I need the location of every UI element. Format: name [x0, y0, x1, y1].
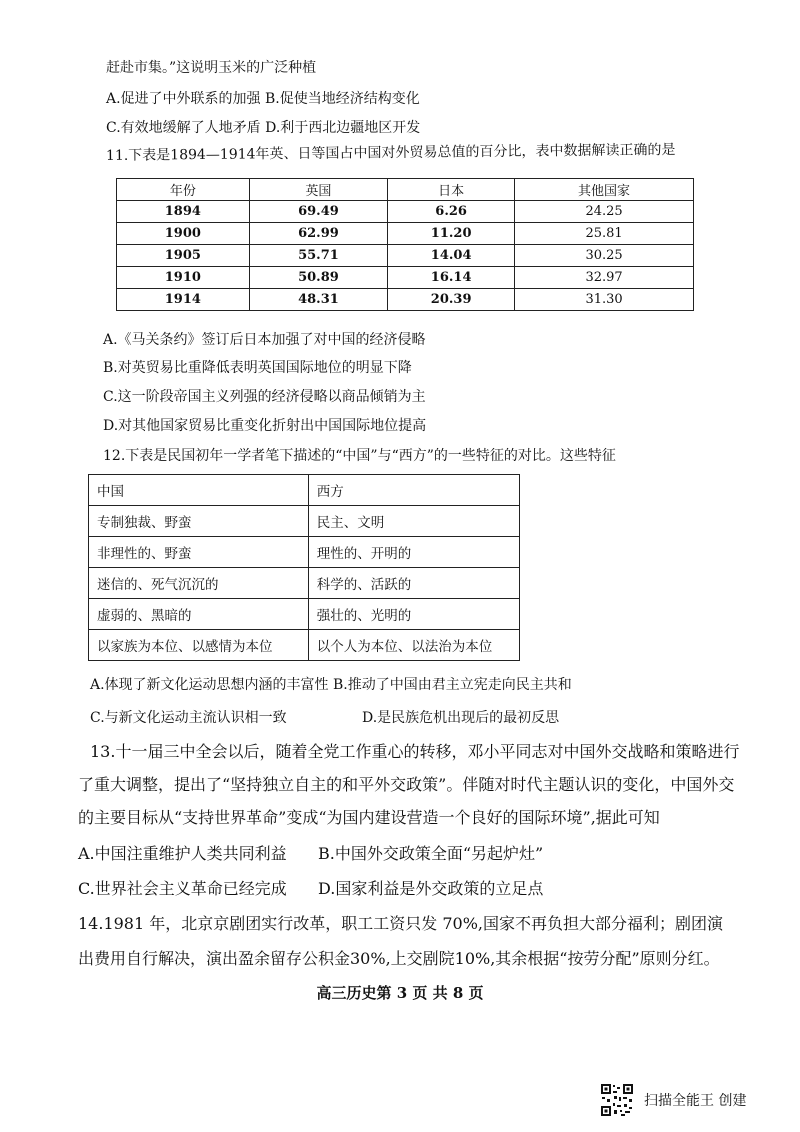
table-row — [89, 630, 520, 661]
question-14-stem: 14.1981 年，北京京剧团实行改革，职工工资只发 70%,国家不再负担大部分福利；剧团演 — [78, 914, 723, 933]
option-line: D.对其他国家贸易比重变化折射出中国国际地位提高 — [103, 418, 427, 434]
cell-britain: 50.89 — [249, 267, 387, 289]
cell-britain: 55.71 — [249, 245, 387, 267]
cell-west: 强壮的、光明的 — [308, 599, 519, 630]
option-line: A.《马关条约》签订后日本加强了对中国的经济侵略 — [103, 332, 426, 348]
header-others: 其他国家 — [515, 179, 694, 201]
cell-year: 1900 — [117, 223, 250, 245]
question-14-stem: 出费用自行解决，演出盈余留存公积金30%,上交剧院10%,其余根据“按劳分配”原则分红。 — [78, 949, 720, 968]
table-trade-share — [116, 178, 694, 311]
cell-china: 虚弱的、黑暗的 — [89, 599, 309, 630]
option-line: A.促进了中外联系的加强 B.促使当地经济结构变化 — [106, 91, 420, 107]
cell-west: 民主、文明 — [308, 506, 519, 537]
cell-britain: 48.31 — [249, 289, 387, 311]
cell-japan: 16.14 — [388, 267, 515, 289]
cell-west: 以个人为本位、以法治为本位 — [308, 630, 519, 661]
table-row — [89, 537, 520, 568]
option-line: C.世界社会主义革命已经完成 — [78, 879, 287, 898]
table-row — [117, 289, 694, 311]
cell-west: 理性的、开明的 — [308, 537, 519, 568]
question-11-stem: 11.下表是1894—1914年英、日等国占中国对外贸易总值的百分比，表中数据解读正确的是 — [105, 142, 676, 164]
cell-year: 1914 — [117, 289, 250, 311]
cell-year: 1894 — [117, 201, 250, 223]
cell-japan: 20.39 — [388, 289, 515, 311]
option-line: C.有效地缓解了人地矛盾 D.利于西北边疆地区开发 — [106, 120, 421, 136]
table-row — [117, 267, 694, 289]
table-row — [117, 245, 694, 267]
qr-code-icon — [600, 1083, 634, 1117]
header-west: 西方 — [308, 475, 519, 506]
question-12-stem: 12.下表是民国初年一学者笔下描述的“中国”与“西方”的一些特征的对比。这些特征 — [103, 448, 616, 464]
table-row — [89, 599, 520, 630]
question-13-stem: 13.十一届三中全会以后，随着全党工作重心的转移，邓小平同志对中国外交战略和策略进行 — [90, 742, 740, 761]
question-13-stem: 的主要目标从“支持世界革命”变成“为国内建设营造一个良好的国际环境”,据此可知 — [78, 808, 660, 827]
cell-others: 32.97 — [515, 267, 694, 289]
option-line: B.中国外交政策全面“另起炉灶” — [318, 844, 544, 863]
question-13-stem: 了重大调整，提出了“坚持独立自主的和平外交政策”。伴随对时代主题认识的变化，中国外交 — [78, 775, 735, 794]
cell-china: 非理性的、野蛮 — [89, 537, 309, 568]
option-line: A.体现了新文化运动思想内涵的丰富性 B.推动了中国由君主立宪走向民主共和 — [90, 677, 572, 693]
cell-china: 以家族为本位、以感情为本位 — [89, 630, 309, 661]
option-line: C.与新文化运动主流认识相一致 — [90, 710, 287, 726]
cell-others: 30.25 — [515, 245, 694, 267]
cell-year: 1905 — [117, 245, 250, 267]
cell-britain: 69.49 — [249, 201, 387, 223]
option-line: D.国家利益是外交政策的立足点 — [318, 879, 544, 898]
header-britain: 英国 — [249, 179, 387, 201]
table-china-west — [88, 474, 520, 661]
option-line: C.这一阶段帝国主义列强的经济侵略以商品倾销为主 — [103, 389, 426, 405]
cell-japan: 6.26 — [388, 201, 515, 223]
cell-japan: 11.20 — [388, 223, 515, 245]
cell-japan: 14.04 — [388, 245, 515, 267]
cell-year: 1910 — [117, 267, 250, 289]
cell-china: 迷信的、死气沉沉的 — [89, 568, 309, 599]
cell-china: 专制独裁、野蛮 — [89, 506, 309, 537]
text-line: 赶赴市集。”这说明玉米的广泛种植 — [106, 60, 317, 76]
option-line: D.是民族危机出现后的最初反思 — [362, 710, 560, 726]
cell-west: 科学的、活跃的 — [308, 568, 519, 599]
option-line: A.中国注重维护人类共同利益 — [78, 844, 287, 863]
cell-others: 31.30 — [515, 289, 694, 311]
page-footer: 高三历史第 3 页 共 8 页 — [316, 984, 484, 1002]
header-year: 年份 — [117, 179, 250, 201]
table-row — [117, 201, 694, 223]
table-row — [117, 223, 694, 245]
scanner-watermark: 扫描全能王 创建 — [644, 1093, 747, 1109]
table-row — [89, 568, 520, 599]
option-line: B.对英贸易比重降低表明英国国际地位的明显下降 — [103, 360, 412, 376]
table-header-row — [89, 475, 520, 506]
header-china: 中国 — [89, 475, 309, 506]
table-row — [89, 506, 520, 537]
header-japan: 日本 — [388, 179, 515, 201]
table-header-row — [117, 179, 694, 201]
cell-britain: 62.99 — [249, 223, 387, 245]
cell-others: 24.25 — [515, 201, 694, 223]
cell-others: 25.81 — [515, 223, 694, 245]
